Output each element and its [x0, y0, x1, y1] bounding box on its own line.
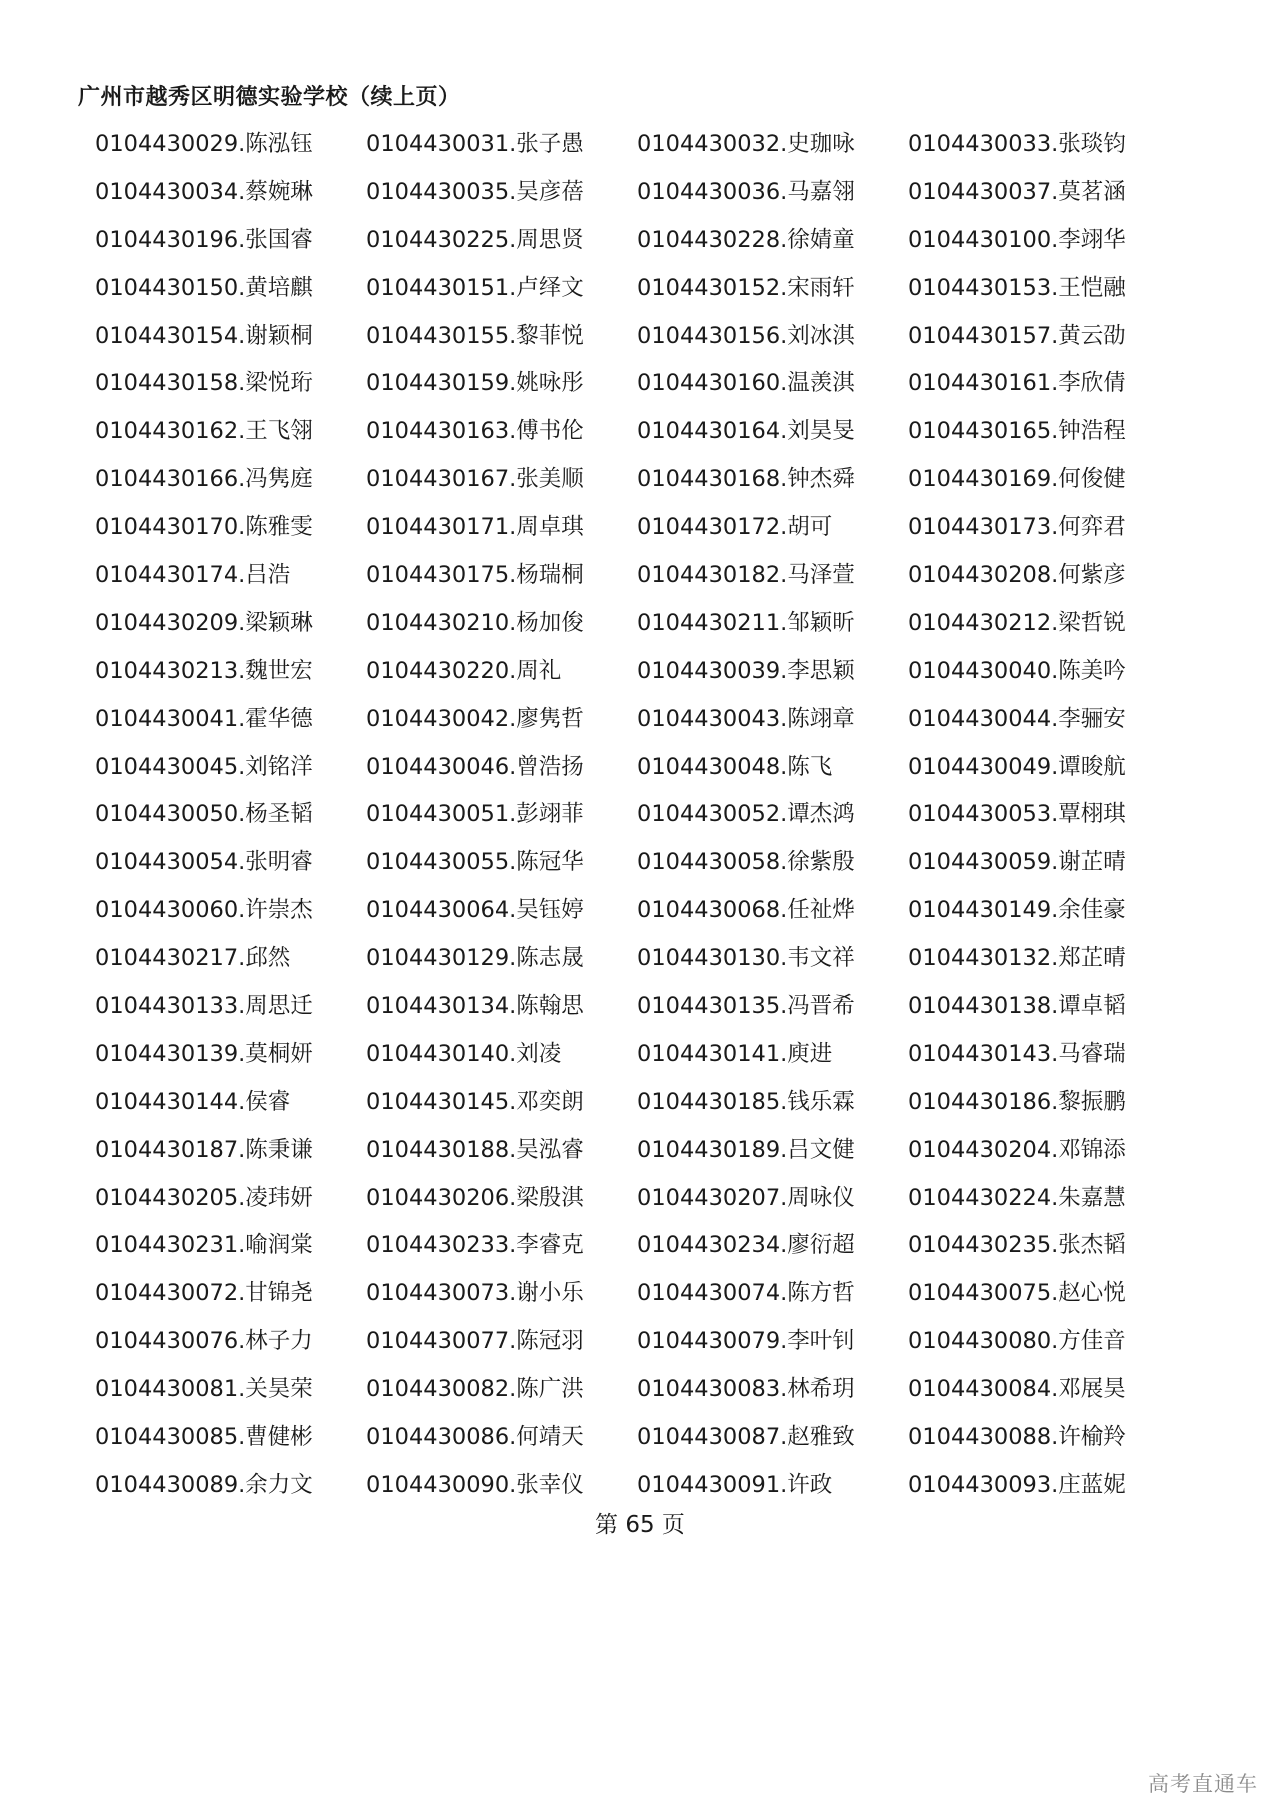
- roster-entry: 0104430093.庄蓝妮: [908, 1471, 1126, 1498]
- roster-entry: 0104430087.赵雅致: [637, 1423, 855, 1450]
- roster-entry: 0104430156.刘冰淇: [637, 322, 855, 349]
- roster-entry: 0104430165.钟浩程: [908, 418, 1126, 445]
- roster-entry: 0104430228.徐婧童: [637, 226, 855, 253]
- roster-entry: 0104430089.余力文: [95, 1471, 313, 1498]
- roster-entry: 0104430079.李叶钊: [637, 1328, 855, 1355]
- roster-entry: 0104430041.霍华德: [95, 705, 313, 732]
- roster-entry: 0104430033.张琰钧: [908, 130, 1126, 157]
- roster-entry: 0104430159.姚咏彤: [366, 370, 584, 397]
- roster-entry: 0104430134.陈翰思: [366, 992, 584, 1019]
- roster-entry: 0104430162.王飞翎: [95, 418, 313, 445]
- roster-row: [95, 884, 1225, 932]
- roster-entry: 0104430051.彭翊菲: [366, 801, 584, 828]
- roster-entry: 0104430054.张明睿: [95, 849, 313, 876]
- roster-entry: 0104430037.莫茗涵: [908, 178, 1126, 205]
- roster-entry: 0104430076.林子力: [95, 1328, 313, 1355]
- roster-entry: 0104430154.谢颖桐: [95, 322, 313, 349]
- roster-entry: 0104430168.钟杰舜: [637, 466, 855, 493]
- roster-entry: 0104430166.冯隽庭: [95, 466, 313, 493]
- roster-entry: 0104430163.傅书伦: [366, 418, 584, 445]
- roster-entry: 0104430083.林希玥: [637, 1376, 855, 1403]
- roster-row: [95, 310, 1225, 358]
- roster-entry: 0104430031.张子愚: [366, 130, 584, 157]
- roster-entry: 0104430235.张杰韬: [908, 1232, 1126, 1259]
- roster-entry: 0104430074.陈方哲: [637, 1280, 855, 1307]
- roster-row: [95, 788, 1225, 836]
- roster-entry: 0104430145.邓奕朗: [366, 1088, 584, 1115]
- roster-entry: 0104430209.梁颖琳: [95, 609, 313, 636]
- roster-entry: 0104430050.杨圣韬: [95, 801, 313, 828]
- roster-row: [95, 1172, 1225, 1220]
- roster-entry: 0104430135.冯晋希: [637, 992, 855, 1019]
- roster-entry: 0104430225.周思贤: [366, 226, 584, 253]
- roster-entry: 0104430171.周卓琪: [366, 514, 584, 541]
- roster-entry: 0104430158.梁悦珩: [95, 370, 313, 397]
- roster-row: [95, 1028, 1225, 1076]
- roster-entry: 0104430090.张幸仪: [366, 1471, 584, 1498]
- roster-row: [95, 405, 1225, 453]
- roster-entry: 0104430187.陈秉谦: [95, 1136, 313, 1163]
- roster-row: [95, 118, 1225, 166]
- roster-entry: 0104430170.陈雅雯: [95, 514, 313, 541]
- roster-entry: 0104430032.史珈咏: [637, 130, 855, 157]
- roster-row: [95, 1124, 1225, 1172]
- roster-entry: 0104430144.侯睿: [95, 1088, 291, 1115]
- roster-entry: 0104430211.邹颖昕: [637, 609, 855, 636]
- roster-entry: 0104430182.马泽萱: [637, 561, 855, 588]
- roster-entry: 0104430169.何俊健: [908, 466, 1126, 493]
- roster-entry: 0104430045.刘铭洋: [95, 753, 313, 780]
- roster-entry: 0104430085.曹健彬: [95, 1423, 313, 1450]
- roster-entry: 0104430212.梁哲锐: [908, 609, 1126, 636]
- roster-entry: 0104430055.陈冠华: [366, 849, 584, 876]
- roster-entry: 0104430172.胡可: [637, 514, 833, 541]
- roster-row: [95, 1219, 1225, 1267]
- roster-entry: 0104430046.曾浩扬: [366, 753, 584, 780]
- roster-entry: 0104430234.廖衍超: [637, 1232, 855, 1259]
- roster-entry: 0104430058.徐紫殷: [637, 849, 855, 876]
- roster-entry: 0104430207.周咏仪: [637, 1184, 855, 1211]
- roster-entry: 0104430049.谭晙航: [908, 753, 1126, 780]
- roster-entry: 0104430155.黎菲悦: [366, 322, 584, 349]
- roster-entry: 0104430060.许崇杰: [95, 897, 313, 924]
- roster-row: [95, 453, 1225, 501]
- roster-entry: 0104430188.吴泓睿: [366, 1136, 584, 1163]
- roster-entry: 0104430210.杨加俊: [366, 609, 584, 636]
- roster-entry: 0104430206.梁殷淇: [366, 1184, 584, 1211]
- roster-entry: 0104430075.赵心悦: [908, 1280, 1126, 1307]
- roster-row: [95, 357, 1225, 405]
- roster-row: [95, 1315, 1225, 1363]
- roster-entry: 0104430233.李睿克: [366, 1232, 584, 1259]
- roster-entry: 0104430034.蔡婉琳: [95, 178, 313, 205]
- roster-entry: 0104430086.何靖天: [366, 1423, 584, 1450]
- roster-entry: 0104430040.陈美吟: [908, 657, 1126, 684]
- roster-row: [95, 932, 1225, 980]
- roster-entry: 0104430036.马嘉翎: [637, 178, 855, 205]
- roster-entry: 0104430029.陈泓钰: [95, 130, 313, 157]
- roster-row: [95, 693, 1225, 741]
- roster-row: [95, 501, 1225, 549]
- roster-entry: 0104430073.谢小乐: [366, 1280, 584, 1307]
- roster-entry: 0104430217.邱然: [95, 945, 291, 972]
- roster-entry: 0104430043.陈翊章: [637, 705, 855, 732]
- roster-entry: 0104430080.方佳音: [908, 1328, 1126, 1355]
- roster-entry: 0104430231.喻润棠: [95, 1232, 313, 1259]
- student-roster: [95, 118, 1225, 1507]
- roster-entry: 0104430150.黄培麒: [95, 274, 313, 301]
- roster-entry: 0104430153.王恺融: [908, 274, 1126, 301]
- roster-entry: 0104430100.李翊华: [908, 226, 1126, 253]
- roster-entry: 0104430068.任祉烨: [637, 897, 855, 924]
- roster-entry: 0104430139.莫桐妍: [95, 1040, 313, 1067]
- roster-entry: 0104430185.钱乐霖: [637, 1088, 855, 1115]
- roster-entry: 0104430042.廖隽哲: [366, 705, 584, 732]
- roster-entry: 0104430157.黄云劭: [908, 322, 1126, 349]
- roster-row: [95, 741, 1225, 789]
- roster-entry: 0104430186.黎振鹏: [908, 1088, 1126, 1115]
- roster-entry: 0104430167.张美顺: [366, 466, 584, 493]
- roster-row: [95, 980, 1225, 1028]
- roster-entry: 0104430064.吴钰婷: [366, 897, 584, 924]
- roster-entry: 0104430205.凌玮妍: [95, 1184, 313, 1211]
- roster-entry: 0104430149.余佳豪: [908, 897, 1126, 924]
- roster-entry: 0104430175.杨瑞桐: [366, 561, 584, 588]
- roster-row: [95, 1363, 1225, 1411]
- roster-entry: 0104430220.周礼: [366, 657, 562, 684]
- roster-entry: 0104430059.谢芷晴: [908, 849, 1126, 876]
- roster-row: [95, 1411, 1225, 1459]
- roster-row: [95, 1459, 1225, 1507]
- roster-entry: 0104430140.刘凌: [366, 1040, 562, 1067]
- roster-entry: 0104430129.陈志晟: [366, 945, 584, 972]
- watermark: 高考直通车: [1148, 1772, 1258, 1796]
- roster-entry: 0104430082.陈广洪: [366, 1376, 584, 1403]
- roster-row: [95, 645, 1225, 693]
- roster-entry: 0104430224.朱嘉慧: [908, 1184, 1126, 1211]
- roster-entry: 0104430141.庾进: [637, 1040, 833, 1067]
- roster-entry: 0104430084.邓展昊: [908, 1376, 1126, 1403]
- roster-entry: 0104430164.刘昊旻: [637, 418, 855, 445]
- roster-entry: 0104430130.韦文祥: [637, 945, 855, 972]
- roster-row: [95, 262, 1225, 310]
- roster-row: [95, 597, 1225, 645]
- roster-entry: 0104430213.魏世宏: [95, 657, 313, 684]
- roster-entry: 0104430174.吕浩: [95, 561, 291, 588]
- roster-entry: 0104430151.卢绎文: [366, 274, 584, 301]
- roster-entry: 0104430204.邓锦添: [908, 1136, 1126, 1163]
- roster-row: [95, 214, 1225, 262]
- roster-entry: 0104430048.陈飞: [637, 753, 833, 780]
- roster-entry: 0104430132.郑芷晴: [908, 945, 1126, 972]
- roster-row: [95, 549, 1225, 597]
- roster-entry: 0104430196.张国睿: [95, 226, 313, 253]
- roster-entry: 0104430152.宋雨轩: [637, 274, 855, 301]
- roster-entry: 0104430077.陈冠羽: [366, 1328, 584, 1355]
- roster-entry: 0104430053.覃栩琪: [908, 801, 1126, 828]
- roster-entry: 0104430133.周思迁: [95, 992, 313, 1019]
- roster-entry: 0104430072.甘锦尧: [95, 1280, 313, 1307]
- roster-entry: 0104430035.吴彦蓓: [366, 178, 584, 205]
- roster-row: [95, 166, 1225, 214]
- roster-entry: 0104430044.李骊安: [908, 705, 1126, 732]
- roster-entry: 0104430173.何弈君: [908, 514, 1126, 541]
- page-number: 第 65 页: [595, 1512, 685, 1538]
- roster-entry: 0104430052.谭杰鸿: [637, 801, 855, 828]
- section-heading: 广州市越秀区明德实验学校（续上页）: [78, 85, 461, 110]
- roster-entry: 0104430081.关昊荣: [95, 1376, 313, 1403]
- roster-entry: 0104430189.吕文健: [637, 1136, 855, 1163]
- roster-entry: 0104430160.温羡淇: [637, 370, 855, 397]
- roster-entry: 0104430143.马睿瑞: [908, 1040, 1126, 1067]
- roster-entry: 0104430208.何紫彦: [908, 561, 1126, 588]
- roster-row: [95, 836, 1225, 884]
- roster-entry: 0104430161.李欣倩: [908, 370, 1126, 397]
- roster-entry: 0104430088.许榆羚: [908, 1423, 1126, 1450]
- roster-entry: 0104430039.李思颖: [637, 657, 855, 684]
- roster-row: [95, 1076, 1225, 1124]
- roster-row: [95, 1267, 1225, 1315]
- roster-entry: 0104430091.许政: [637, 1471, 833, 1498]
- roster-entry: 0104430138.谭卓韬: [908, 992, 1126, 1019]
